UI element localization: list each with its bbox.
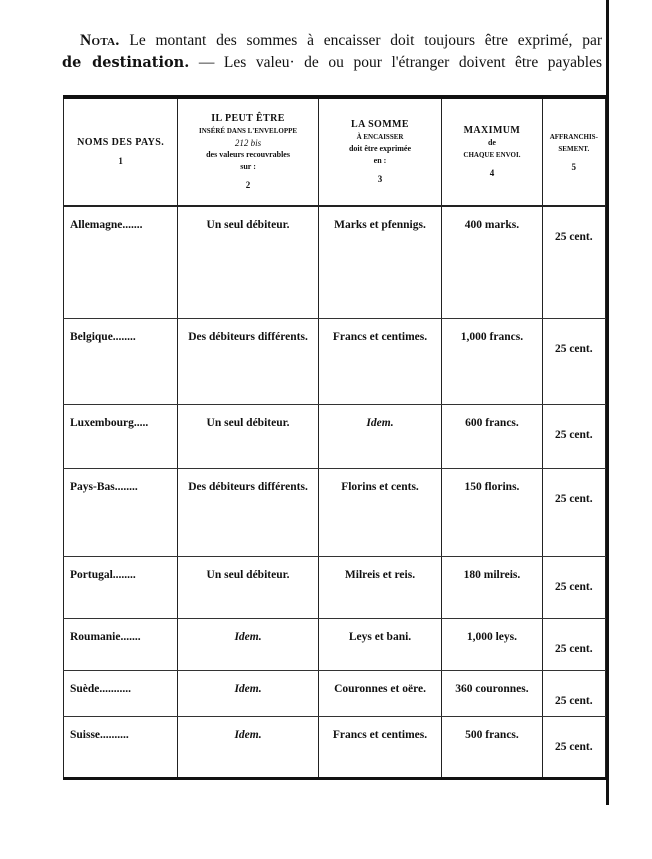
cell-maximum: 180 milreis. [442,556,542,618]
cell-currency: Idem. [318,404,442,468]
header-sum-l1: LA SOMME [351,119,409,130]
cell-country: Pays-Bas........ [64,468,178,556]
cell-maximum: 1,000 leys. [442,618,542,670]
cell-country: Suisse.......... [64,716,178,778]
cell-postage: 25 cent. [542,468,605,556]
cell-country: Luxembourg..... [64,404,178,468]
cell-debtor: Un seul débiteur. [178,206,318,318]
header-inserted-l4: des valeurs recouvrables [206,150,290,159]
table-row [64,468,606,556]
cell-debtor: Idem. [178,670,318,716]
header-maximum [442,97,542,206]
cell-debtor: Idem. [178,618,318,670]
note-line-2 [62,52,602,74]
cell-postage: 25 cent. [542,206,605,318]
cell-maximum: 1,000 francs. [442,318,542,404]
note-lead: Nota. [80,32,120,49]
cell-country: Belgique........ [64,318,178,404]
cell-debtor: Idem. [178,716,318,778]
header-inserted-l5: sur : [240,162,256,171]
header-sum-l3: doit être exprimée [348,144,412,153]
cell-maximum: 600 francs. [442,404,542,468]
cell-postage: 25 cent. [542,716,605,778]
table-row [64,618,606,670]
cell-postage: 25 cent. [542,318,605,404]
header-postage-l2: SEMENT. [558,145,590,153]
header-sum-num: 3 [377,174,383,184]
cell-debtor: Un seul débiteur. [178,404,318,468]
cell-postage: 25 cent. [542,670,605,716]
cell-currency: Leys et bani. [318,618,442,670]
table-row [64,206,606,318]
header-sum-l4: en : [373,156,387,165]
header-postage [542,97,605,206]
cell-maximum: 360 couronnes. [442,670,542,716]
cell-maximum: 400 marks. [442,206,542,318]
cell-country: Suède........... [64,670,178,716]
cell-country: Roumanie....... [64,618,178,670]
note-paragraph [62,30,602,74]
table-row [64,318,606,404]
cell-debtor: Un seul débiteur. [178,556,318,618]
header-inserted-l2: INSÉRÉ DANS L'ENVELOPPE [199,127,298,135]
cell-currency: Marks et pfennigs. [318,206,442,318]
table-row [64,670,606,716]
header-inserted-l3: 212 bis [234,138,262,148]
header-maximum-num: 4 [489,168,495,178]
table-header-row [64,97,606,206]
note-destination-bold: de destination. [62,54,190,71]
cell-country: Portugal........ [64,556,178,618]
cell-postage: 25 cent. [542,618,605,670]
header-country [64,97,178,206]
header-postage-num: 5 [571,162,577,172]
countries-table [63,95,606,780]
table-row [64,716,606,778]
header-inserted [178,97,318,206]
note-line-1-text: Le montant des sommes à encaisser doit toujours être exprimé, par [129,32,602,49]
cell-country: Allemagne....... [64,206,178,318]
cell-currency: Francs et centimes. [318,716,442,778]
page-edge-rule [606,0,609,805]
cell-maximum: 500 francs. [442,716,542,778]
header-inserted-l1: IL PEUT ÊTRE [211,113,285,124]
cell-currency: Florins et cents. [318,468,442,556]
cell-currency: Milreis et reis. [318,556,442,618]
cell-currency: Couronnes et oëre. [318,670,442,716]
table-row [64,404,606,468]
cell-debtor: Des débiteurs différents. [178,468,318,556]
cell-currency: Francs et centimes. [318,318,442,404]
header-maximum-l3: CHAQUE ENVOI. [463,151,521,159]
header-inserted-num: 2 [245,180,251,190]
header-country-num: 1 [118,156,123,166]
cell-maximum: 150 florins. [442,468,542,556]
cell-debtor: Des débiteurs différents. [178,318,318,404]
note-line-1 [62,30,602,52]
header-sum [318,97,442,206]
header-country-label: NOMS DES PAYS. [77,137,165,148]
header-sum-l2: À ENCAISSER [356,133,404,141]
header-maximum-l1: MAXIMUM [463,125,521,136]
header-maximum-l2: de [487,138,496,147]
table-row [64,556,606,618]
note-line-2-text: — Les valeu· de ou pour l'étranger doivent être payables [198,54,602,71]
header-postage-l1: AFFRANCHIS- [549,133,598,141]
cell-postage: 25 cent. [542,404,605,468]
cell-postage: 25 cent. [542,556,605,618]
